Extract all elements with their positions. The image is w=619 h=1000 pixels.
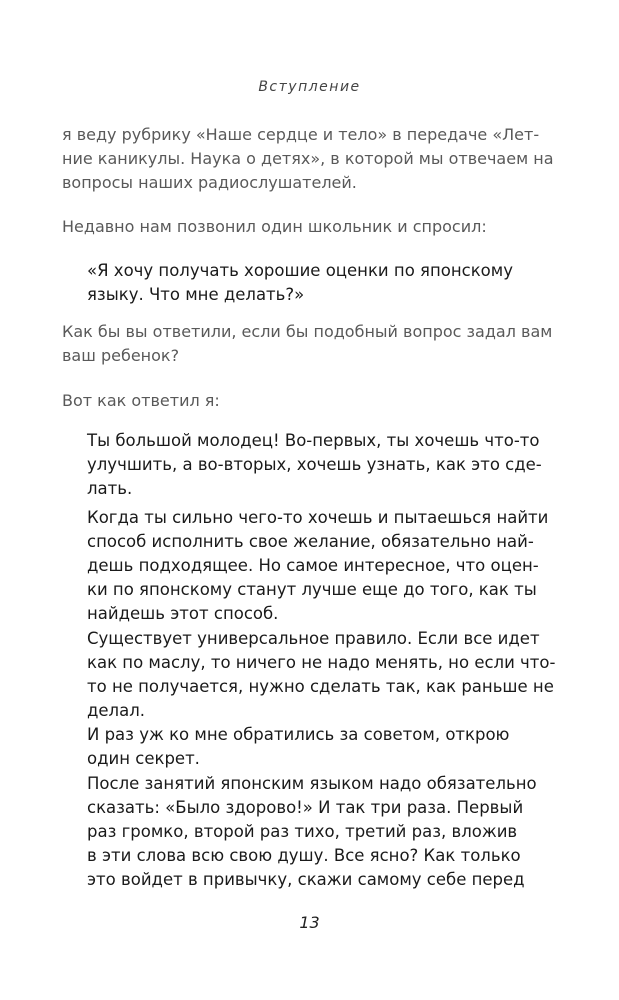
paragraph-intro [62,123,554,195]
text-line: делал. [87,701,146,720]
page-number: 13 [299,913,320,932]
answer-paragraph-1 [87,429,542,501]
text-line: Когда ты сильно чего-то хочешь и пытаешься найти [87,508,549,527]
text-line: Как бы вы ответили, если бы подобный вопрос задал вам [62,322,553,341]
paragraph-question-to-reader [62,320,553,368]
text-line: вопросы наших радиослушателей. [62,173,357,192]
text-line: то не получается, нужно сделать так, как раньше не [87,677,554,696]
text-line: я веду рубрику «Наше сердце и тело» в передаче «Лет- [62,125,540,144]
running-head: Вступление [258,79,361,95]
text-line: Недавно нам позвонил один школьник и спросил: [62,217,487,236]
text-line: Ты большой молодец! Во-первых, ты хочешь что-то [87,431,540,450]
text-line: в эти слова всю свою душу. Все ясно? Как только [87,846,521,865]
text-line: Вот как ответил я: [62,391,220,410]
answer-paragraph-3 [87,627,556,723]
text-line: это войдет в привычку, скажи самому себе перед [87,870,525,889]
text-line: раз громко, второй раз тихо, третий раз, вложив [87,822,518,841]
text-line: Существует универсальное правило. Если все идет [87,629,540,648]
text-line: ние каникулы. Наука о детях», в которой мы отвечаем на [62,149,554,168]
answer-paragraph-2 [87,506,549,626]
text-line: ки по японскому станут лучше еще до того, как ты [87,580,537,599]
text-line: способ исполнить свое желание, обязательно най- [87,532,534,551]
paragraph-call [62,215,502,239]
text-line: «Я хочу получать хорошие оценки по японскому [87,261,513,280]
answer-paragraph-4 [87,723,510,771]
text-line: языку. Что мне делать?» [87,285,305,304]
text-line: как по маслу, то ничего не надо менять, но если что- [87,653,556,672]
text-line: дешь подходящее. Но самое интересное, что оцен- [87,556,539,575]
text-line: лать. [87,479,133,498]
text-line: После занятий японским языком надо обязательно [87,774,537,793]
text-line: улучшить, а во-вторых, хочешь узнать, как это сде- [87,455,542,474]
quote-question [87,259,513,307]
answer-paragraph-5 [87,772,537,892]
paragraph-answer-intro [62,389,502,413]
text-line: сказать: «Было здорово!» И так три раза. Первый [87,798,524,817]
text-line: ваш ребенок? [62,346,180,365]
text-line: И раз уж ко мне обратились за советом, открою [87,725,510,744]
text-line: найдешь этот способ. [87,604,279,623]
text-line: один секрет. [87,749,200,768]
